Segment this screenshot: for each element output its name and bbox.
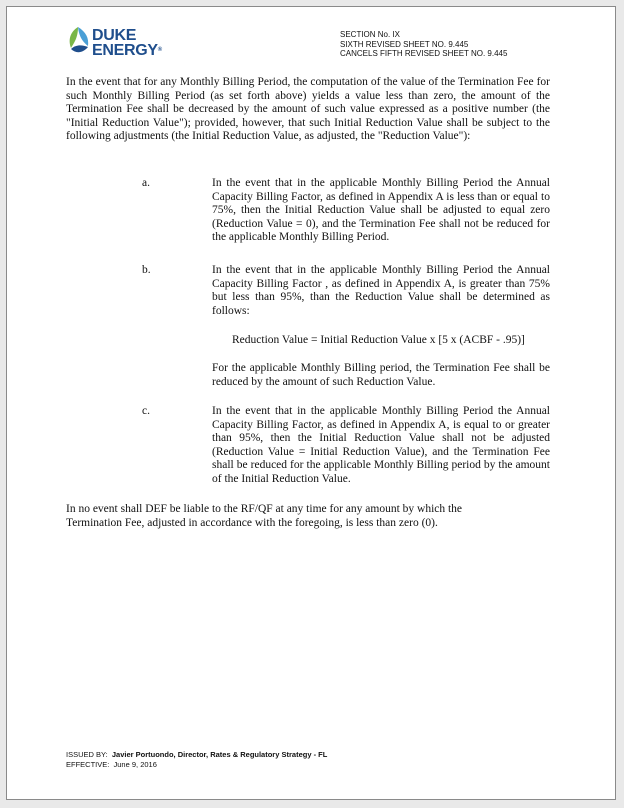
- closing-paragraph: In no event shall DEF be liable to the RF/QF at any time for any amount by which the Termination Fee, adjusted in accordance with the foregoing, is less than zero (0).: [66, 503, 463, 529]
- sheet-header: [340, 30, 507, 59]
- item-b-followup: For the applicable Monthly Billing period, the Termination Fee shall be reduced by the amount of such Reduction Value.: [212, 362, 550, 388]
- revised-sheet-number: SIXTH REVISED SHEET NO. 9.445: [340, 39, 469, 49]
- issued-by-label: ISSUED BY:: [66, 750, 108, 759]
- section-number: SECTION No. IX: [340, 30, 401, 39]
- effective-label: EFFECTIVE:: [66, 759, 110, 769]
- issued-by-value: Javier Portuondo, Director, Rates & Regulatory Strategy - FL: [111, 750, 328, 759]
- duke-energy-logo: [66, 26, 186, 66]
- item-b-text: In the event that in the applicable Monthly Billing Period the Annual Capacity Billing Factor , as defined in Appendix A, is greater than 75% but less than 95%, than the Reduction Value shall be determined as follows:: [212, 264, 550, 317]
- reduction-value-formula: Reduction Value = Initial Reduction Value x [5 x (ACBF - .95)]: [232, 334, 525, 346]
- effective-date: June 9, 2016: [113, 759, 157, 769]
- logo-wordmark: [92, 28, 162, 58]
- intro-paragraph: In the event that for any Monthly Billing Period, the computation of the value of the Termination Fee for such Monthly Billing Period (as set forth above) yields a value less than zero, the amount of the Termination Fee shall be decreased by the amount of such value expressed as a positive number (the "Initial Reduction Value"); provided, however, that such Initial Reduction Value shall be subject to the following adjustments (the Initial Reduction Value, as adjusted, the "Reduction Value"):: [66, 76, 550, 142]
- item-b-label: b.: [142, 264, 151, 276]
- item-a-label: a.: [142, 177, 150, 189]
- item-a-text: In the event that in the applicable Monthly Billing Period the Annual Capacity Billing Factor, as defined in Appendix A is less than or equal to 75%, then the Initial Reduction Value shall be adjusted to equal zero (Reduction Value = 0), and the Termination Fee shall not be reduced for the applicable Monthly Billing Period.: [212, 177, 550, 243]
- logo-line-1: DUKE: [92, 27, 137, 44]
- cancels-sheet-number: CANCELS FIFTH REVISED SHEET NO. 9.445: [340, 49, 508, 58]
- logo-registered-mark: ®: [157, 47, 162, 53]
- logo-line-2: ENERGY: [92, 42, 158, 59]
- page-footer: [66, 750, 327, 769]
- logo-mark-icon: [66, 26, 90, 56]
- item-c-label: c.: [142, 405, 150, 417]
- item-c-text: In the event that in the applicable Monthly Billing Period the Annual Capacity Billing Factor, as defined in Appendix A, is equal to or greater than 95%, then the Initial Reduction Value shall not be adjusted (Reduction Value = Initial Reduction Value), and the Termination Fee shall be reduced for the applicable Monthly Billing period by the amount of the Initial Reduction Value.: [212, 405, 550, 485]
